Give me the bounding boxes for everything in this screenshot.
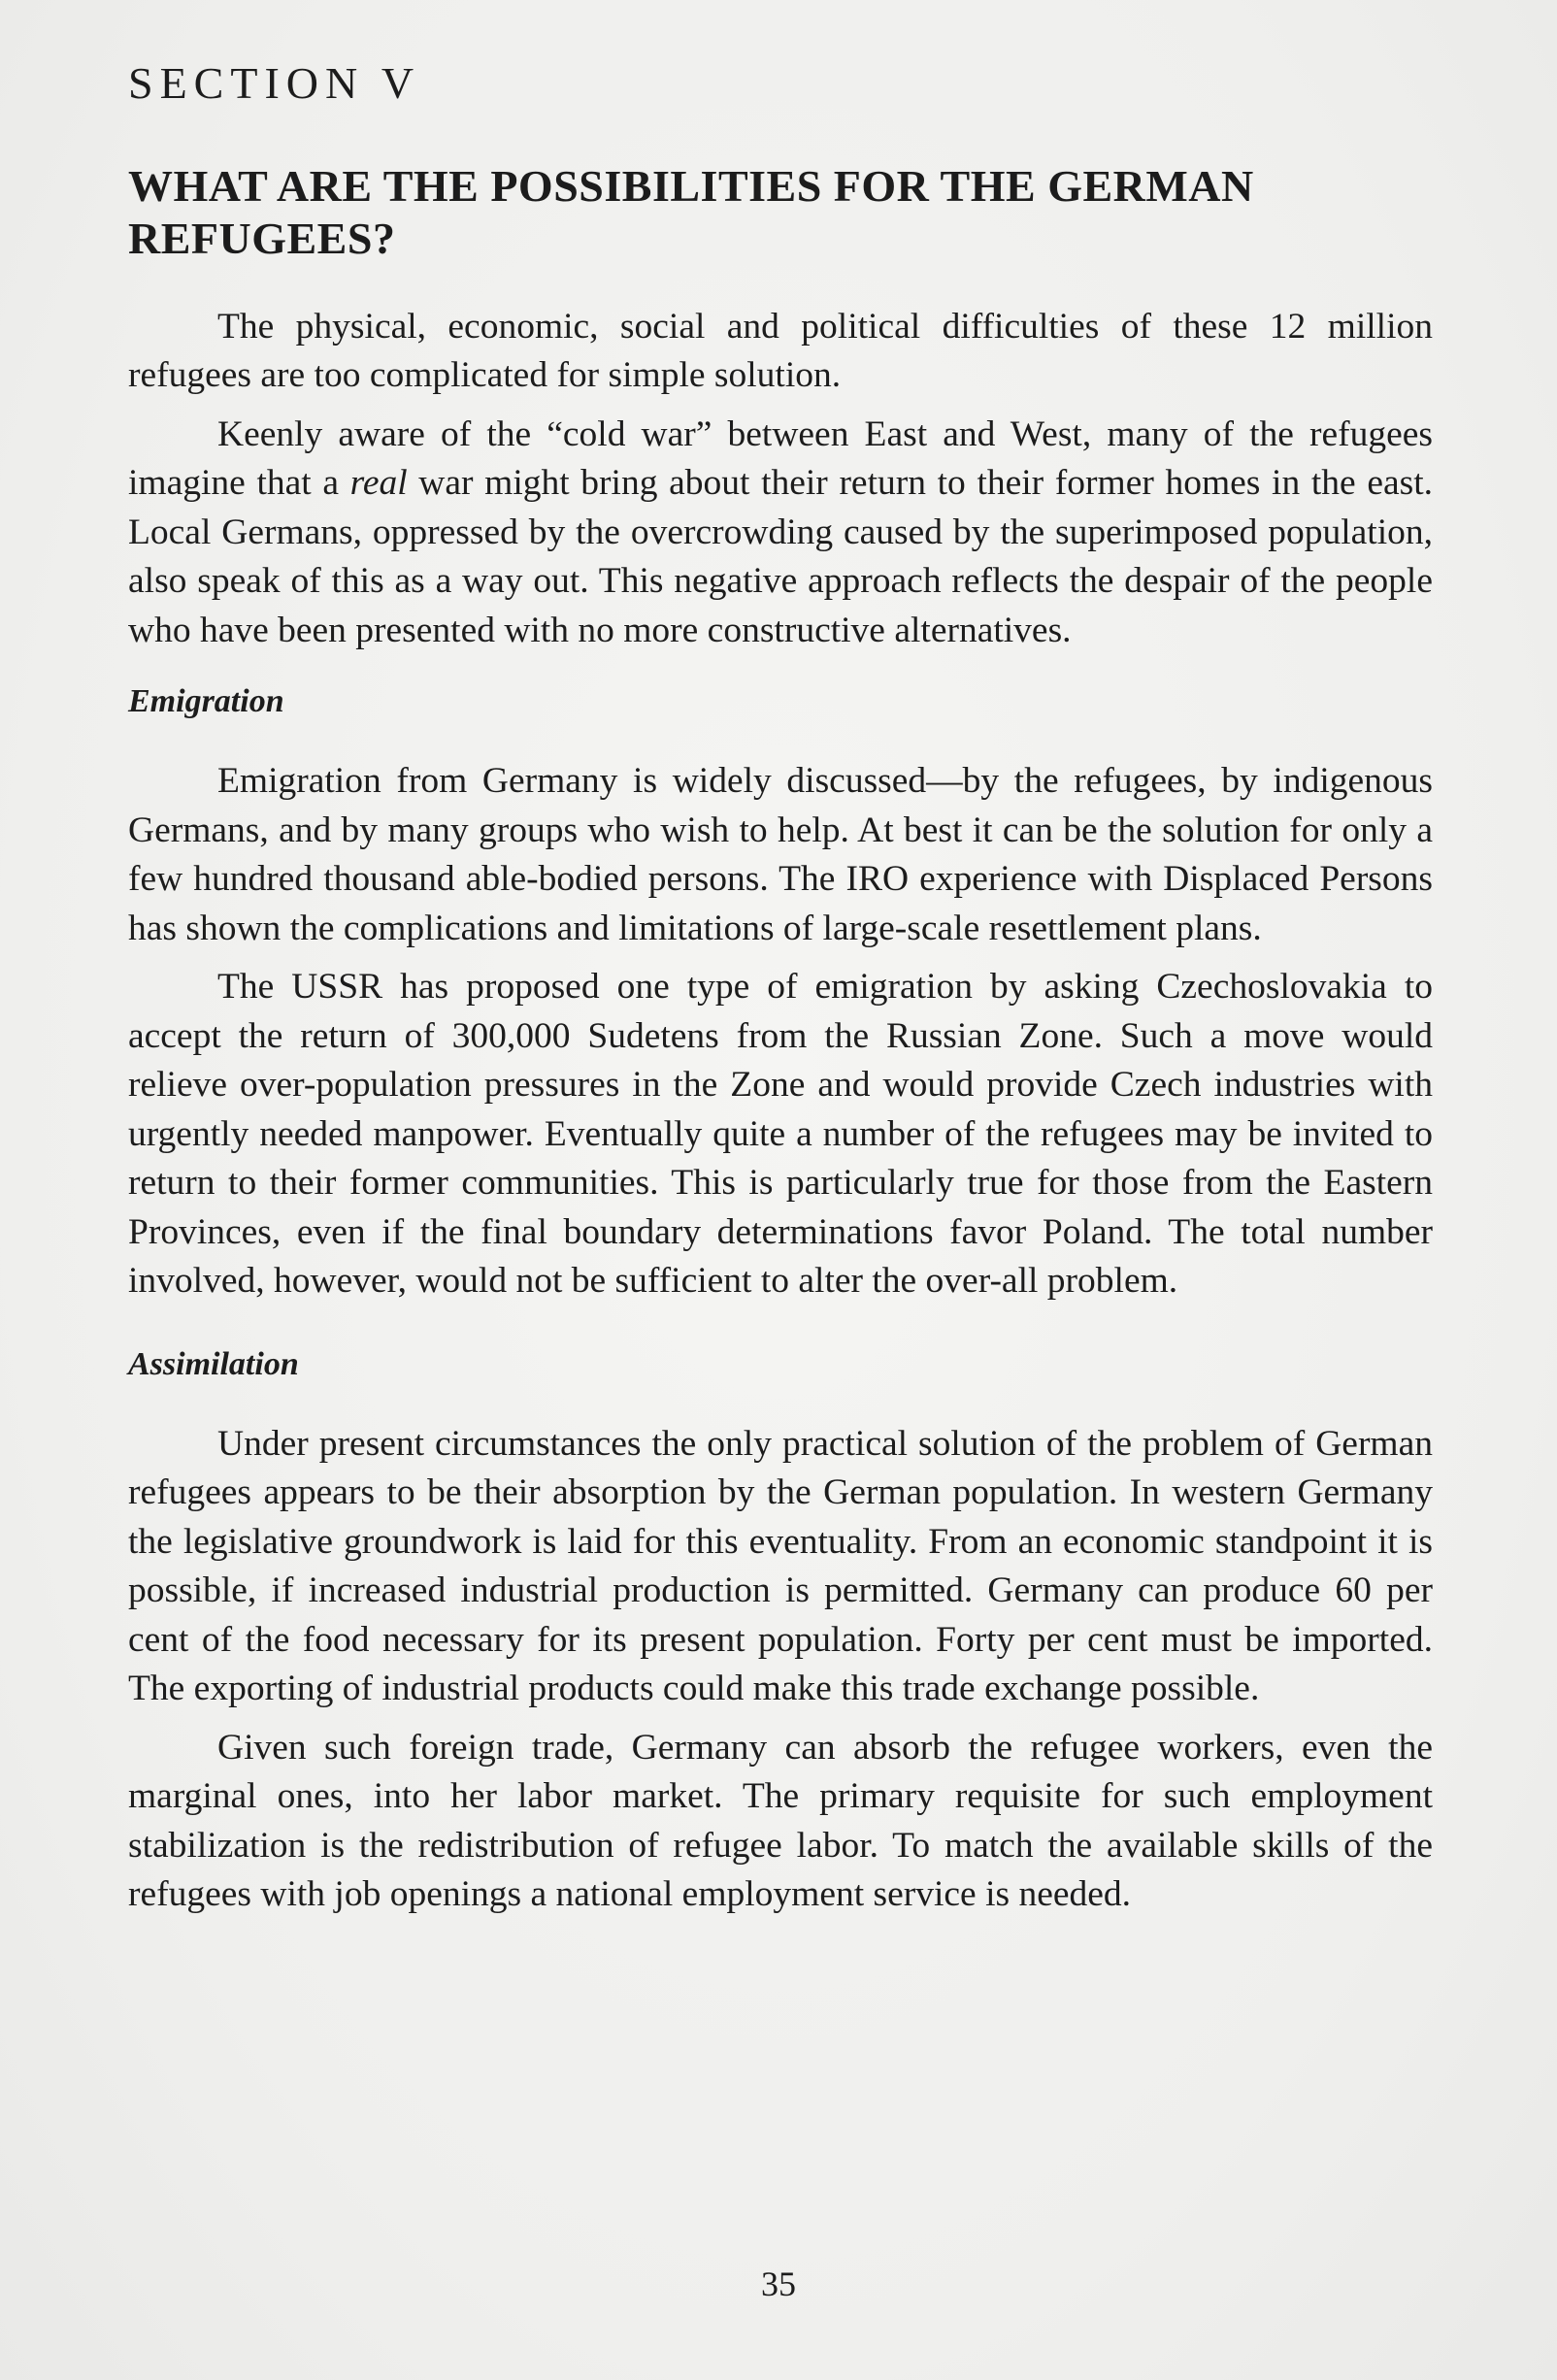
emigration-paragraph-2: The USSR has proposed one type of emigration by asking Czechoslovakia to accept the return of 300,000 Sudetens from the Russian Zone. Such a move would relieve over-population pressures in the Zone and would provide Czech industries with urgently needed manpower. Eventually quite a number of the refugees may be invited to return to their former communities. This is particularly true for those from the Eastern Provinces, even if the final boundary determinations favor Poland. The total number involved, however, would not be sufficient to alter the over-all problem. <box>128 967 1433 1302</box>
intro-paragraph-1: The physical, economic, social and political difficulties of these 12 million refugees are too complicated for simple solution. <box>128 306 1433 396</box>
assimilation-paragraph-1: Under present circumstances the only practical solution of the problem of German refugees appears to be their absorption by the German population. In western Germany the legislative groundwork is laid for this eventuality. From an economic standpoint it is possible, if increased industrial production is permitted. Germany can produce 60 per cent of the food necessary for its present population. Forty per cent must be imported. The exporting of industrial products could make this trade exchange possible. <box>128 1423 1433 1708</box>
assimilation-heading: Assimilation <box>128 1345 299 1382</box>
emphasis-real: real <box>349 463 408 504</box>
emigration-heading: Emigration <box>128 683 284 720</box>
section-label: SECTION V <box>128 58 421 108</box>
assimilation-paragraph-2: Given such foreign trade, Germany can absorb the refugee workers, even the marginal ones, into her labor market. The primary requisite for such employment stabilization is the redistribution of refugee labor. To match the available skills of the refugees with job openings a national employment service is needed. <box>128 1727 1433 1914</box>
page-number: 35 <box>761 2264 796 2303</box>
emigration-paragraph-1: Emigration from Germany is widely discussed—by the refugees, by indigenous Germans, and by many groups who wish to help. At best it can be the solution for only a few hundred thousand able-bodied persons. The IRO experience with Displaced Persons has shown the complications and limitations of large-scale resettlement plans. <box>128 761 1433 948</box>
page-title: WHAT ARE THE POSSIBILITIES FOR THE GERMAN REFUGEES? <box>128 161 1254 263</box>
intro-paragraph-2: Keenly aware of the “cold war” between East and West, many of the refugees imagine that a real war might bring about their return to their former homes in the east. Local Germans, oppressed by the overcrowding caused by the superimposed population, also speak of this as a way out. This negative approach reflects the despair of the people who have been presented with no more constructive alternatives. <box>128 413 1433 650</box>
